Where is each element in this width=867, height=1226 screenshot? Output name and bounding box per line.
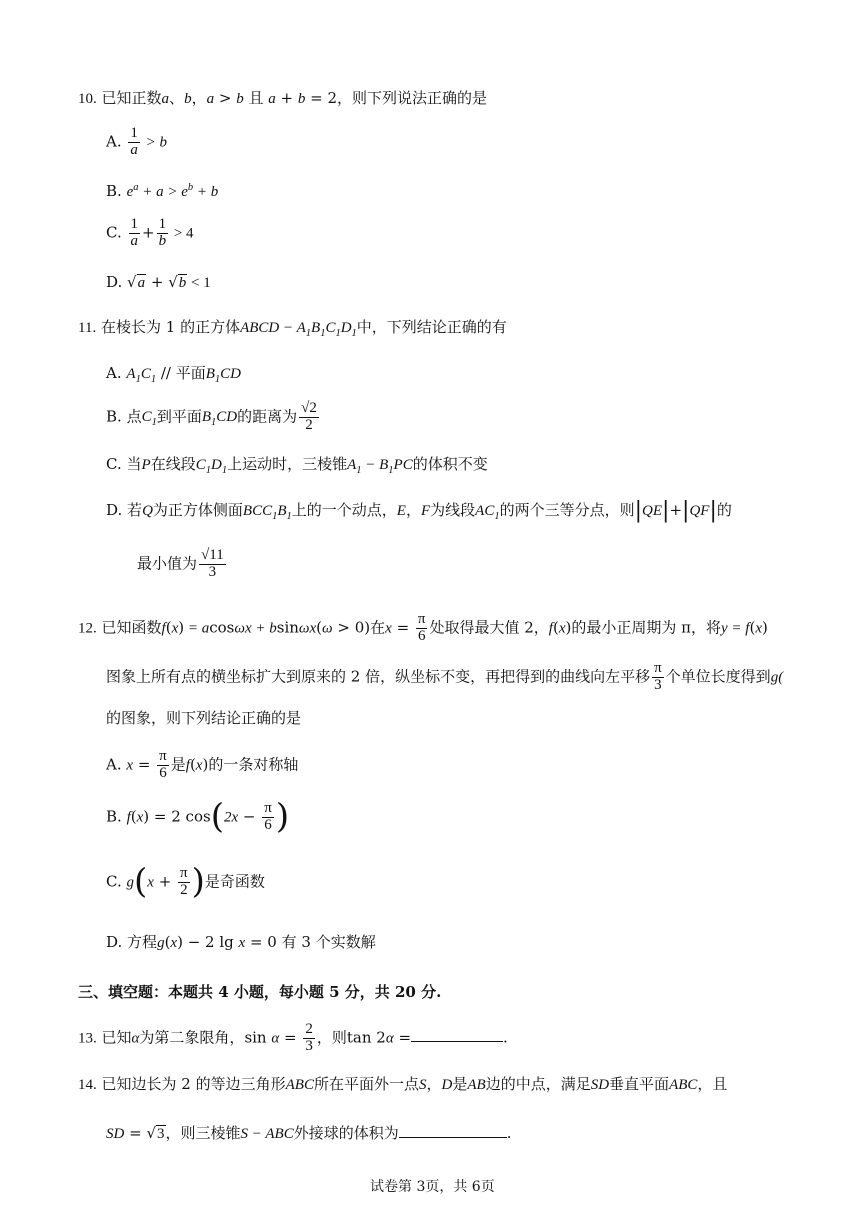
- q14-answer-blank[interactable]: [399, 1123, 507, 1138]
- section-header: 三、填空题：本题共 4 小题，每小题 5 分，共 20 分.: [78, 983, 442, 1001]
- q11-option-c: C. 当P在线段$C_1D_1$上运动时，三棱锥$A_1 - B_1PC$的体积不变: [106, 455, 488, 476]
- q12-stem: 12. 已知函数f(x) = acosωx + bsinωx(ω > 0)在x = $\frac{\pi}{6}$ 处取得最大值 2，f(x)的最小正周期为 π，将y = f(x): [78, 611, 768, 644]
- q11-option-b: B. 点$C_1$到平面$B_1CD$的距离为 $\frac{√2}{2}$: [106, 400, 317, 433]
- q11-option-d-line2: 最小值为 $\frac{√11}{3}$: [137, 547, 224, 580]
- q10-option-d: D. √a + √b < 1: [106, 273, 211, 291]
- q10-option-a: A. $\frac{1}{a}$ > b: [106, 125, 168, 158]
- q12-stem-line2: 图象上所有点的横坐标扩大到原来的 2 倍，纵坐标不变，再把得到的曲线向左平移 $\frac{\pi}{3}$ 个单位长度得到g(: [106, 660, 784, 693]
- q12-option-c: C. g(x + $\frac{\pi}{2}$ )是奇函数: [106, 861, 265, 902]
- q12-option-d: D. 方程g(x) − 2 lg x = 0 有 3 个实数解: [106, 933, 376, 951]
- q13: 13. 已知α为第二象限角，sin α = $\frac{2}{3}$ ，则tan 2α = .: [78, 1021, 508, 1054]
- q14-line2: SD = √3，则三棱锥S − ABC外接球的体积为 .: [106, 1124, 512, 1142]
- q12-option-b: B. f(x) = 2 cos(2x − $\frac{\pi}{6}$ ): [106, 796, 290, 837]
- q11-stem: 11. 在棱长为 1 的正方体ABCD − $A_1B_1C_1D_1$中，下列结论正确的有: [78, 318, 507, 339]
- q13-answer-blank[interactable]: [411, 1027, 503, 1042]
- q10-option-c: C. $\frac{1}{a}$ + $\frac{1}{b}$ > 4: [106, 216, 194, 249]
- q11-option-d: D. 若Q为正方体侧面$BCC_1B_1$上的一个动点，E，F为线段$AC_1$的两个三等分点，则|QE|+|QF|的: [106, 498, 732, 523]
- q11-option-a: A. $A_1C_1$ // 平面$B_1CD$: [106, 364, 242, 385]
- q12-stem-line3: 的图象，则下列结论正确的是: [106, 709, 302, 727]
- page-footer: 试卷第 3页，共 6页: [370, 1179, 495, 1195]
- q14: 14. 已知边长为 2 的等边三角形ABC所在平面外一点S，D是AB边的中点，满足SD垂直平面ABC，且: [78, 1075, 728, 1093]
- q10-stem: 10. 已知正数a、b，a > b 且 a + b = 2，则下列说法正确的是: [78, 89, 488, 107]
- q10-option-b: B. $e^a + a > e^b + b$: [106, 182, 219, 200]
- q12-option-a: A. x = $\frac{\pi}{6}$ 是f(x)的一条对称轴: [106, 748, 299, 781]
